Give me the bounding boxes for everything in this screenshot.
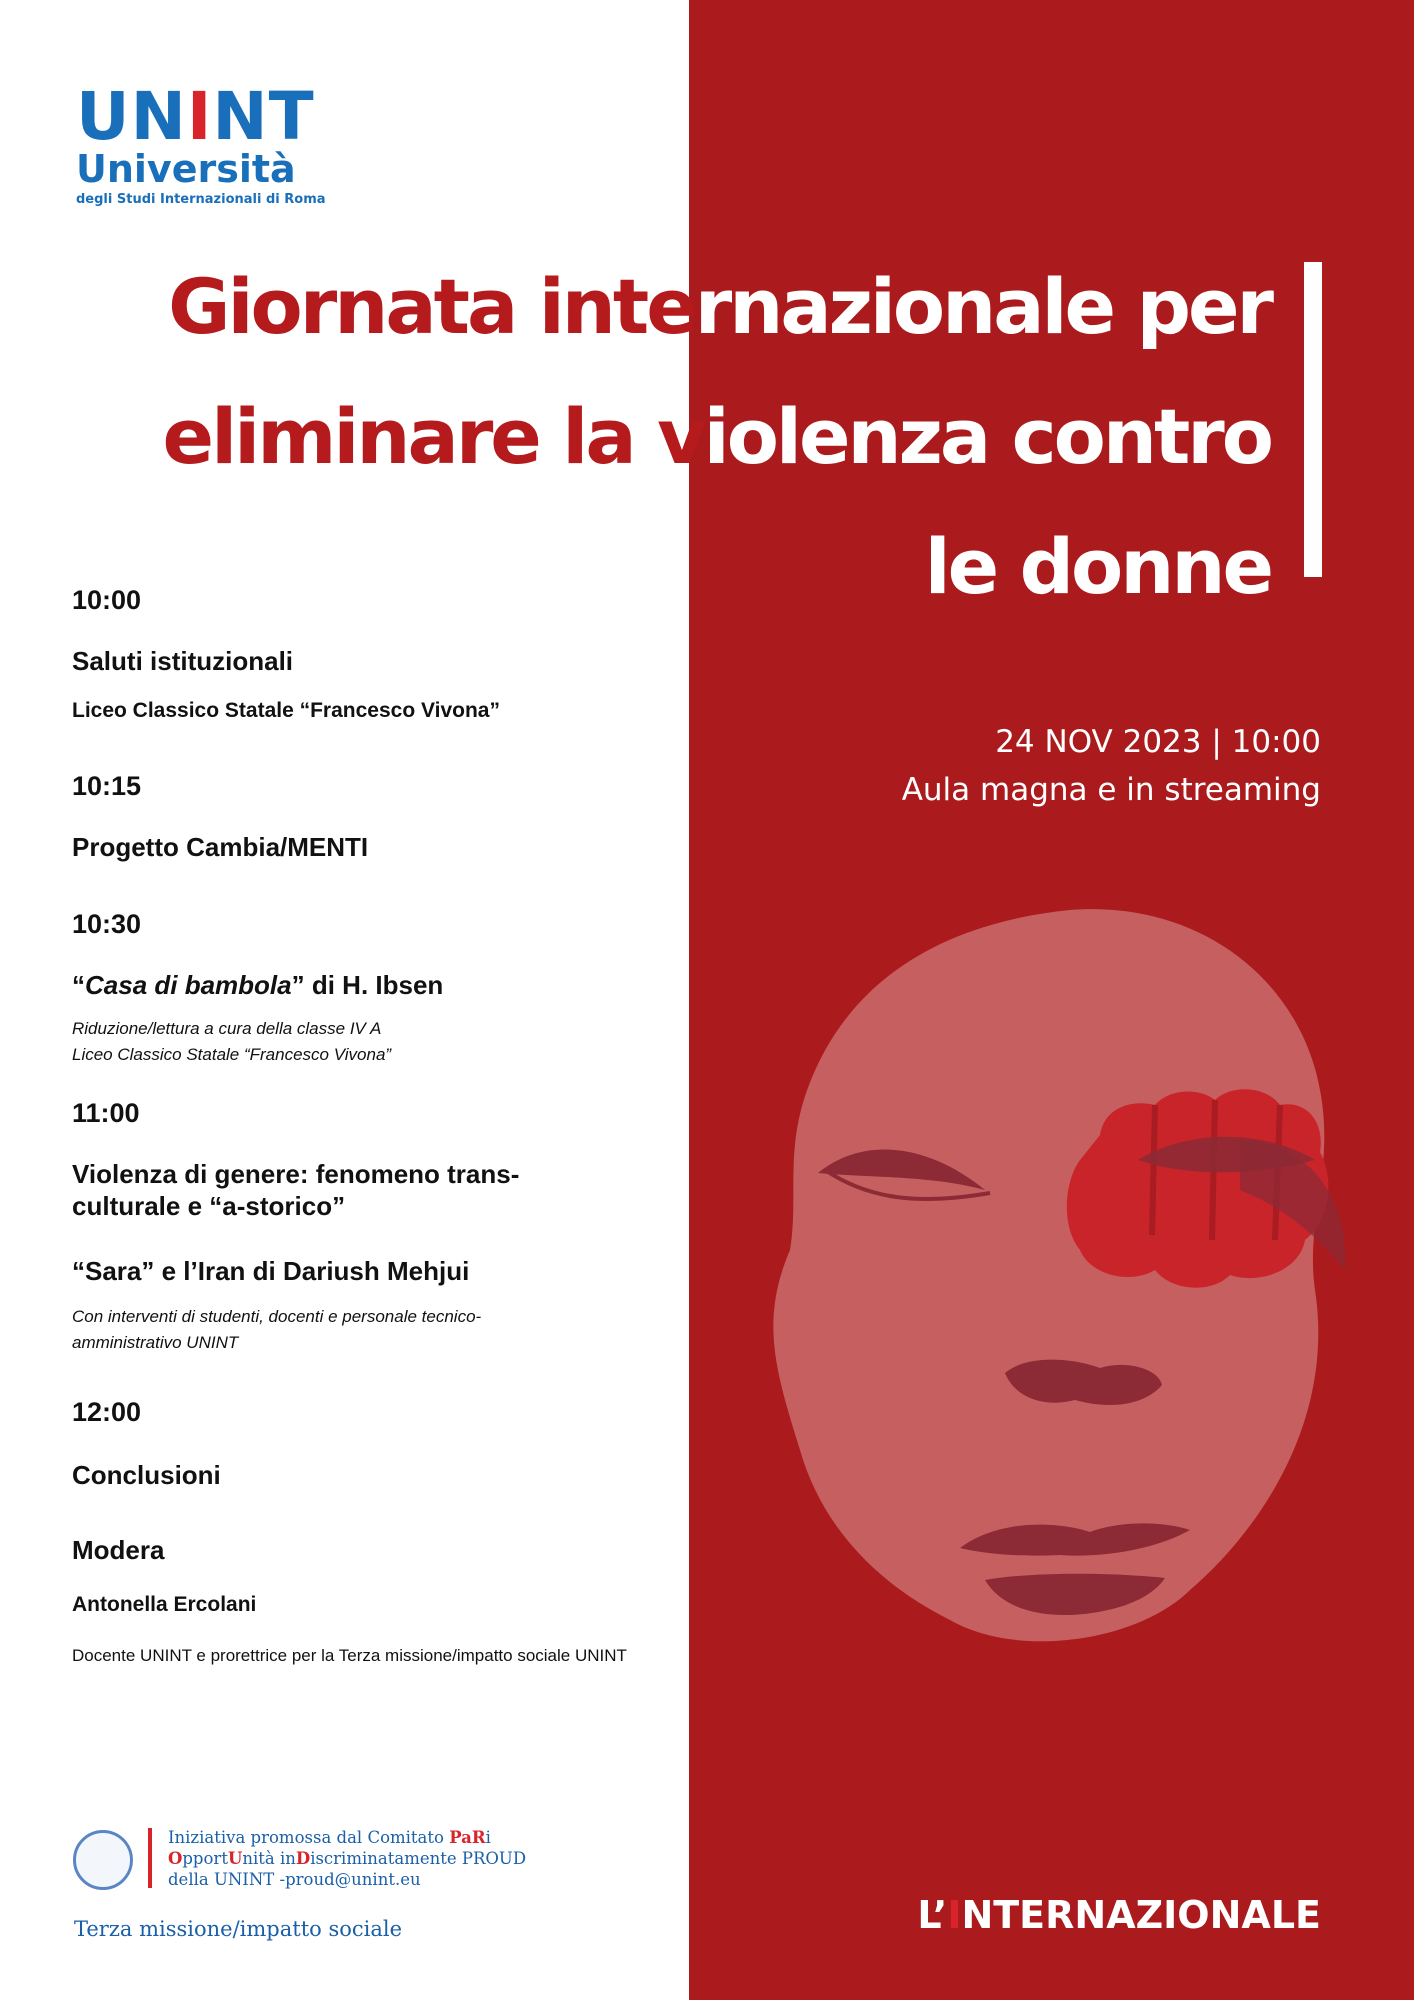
item-heading: Modera (72, 1535, 165, 1565)
item-note: Riduzione/lettura a cura della classe IV A Liceo Classico Statale “Francesco Vivona” (72, 1019, 392, 1064)
event-title (71, 242, 1271, 632)
item-heading: “Sara” e l’Iran di Dariush Mehjui (72, 1256, 470, 1286)
item-heading: “Casa di bambola” di H. Ibsen (72, 970, 444, 1000)
item-note: Con interventi di studenti, docenti e personale tecnico-amministrativo UNINT (72, 1307, 482, 1352)
item-heading: Violenza di genere: fenomeno trans-culturale e “a-storico” (72, 1159, 520, 1221)
footer-third-mission: Terza missione/impatto sociale (74, 1917, 403, 1941)
item-subtitle: Liceo Classico Statale “Francesco Vivona” (72, 699, 500, 722)
proud-initiative-text (168, 1827, 526, 1890)
time-1015: 10:15 (72, 771, 142, 801)
title-line-3: le donne (924, 522, 1271, 611)
unint-logo[interactable] (76, 78, 326, 207)
moderator-name: Antonella Ercolani (72, 1593, 257, 1616)
time-1000: 10:00 (72, 585, 142, 615)
time-1100: 11:00 (72, 1098, 140, 1128)
linternazionale-logo: L’INTERNAZIONALE (917, 1893, 1321, 1937)
moderator-description: Docente UNINT e prorettrice per la Terza missione/impatto sociale UNINT (72, 1646, 627, 1665)
proud-line-3[interactable]: della UNINT -proud@unint.eu (168, 1870, 421, 1889)
logo-subtitle: degli Studi Internazionali di Roma (76, 192, 326, 207)
title-line-1: Giornata internazionale per (168, 262, 1271, 351)
title-line-2: eliminare la violenza contro (162, 392, 1271, 481)
item-heading: Progetto Cambia/MENTI (72, 832, 369, 862)
time-1200: 12:00 (72, 1397, 142, 1427)
item-heading: Conclusioni (72, 1460, 221, 1490)
event-venue: Aula magna e in streaming (901, 772, 1321, 808)
proud-line-2: OpportUnità inDiscriminatamente PROUD (168, 1849, 527, 1868)
proud-logo[interactable] (73, 1830, 133, 1890)
logo-wordmark: UNINT (76, 78, 315, 155)
time-1030: 10:30 (72, 909, 142, 939)
event-info (902, 718, 1321, 814)
logo-universita: Università (76, 147, 296, 191)
title-accent-bar (1304, 262, 1322, 577)
item-heading: Saluti istituzionali (72, 646, 294, 676)
proud-divider (148, 1828, 152, 1888)
event-date: 24 NOV 2023 | 10:00 (995, 724, 1321, 760)
proud-line-1: Iniziativa promossa dal Comitato PaRi (168, 1828, 491, 1847)
face-illustration (760, 890, 1380, 1670)
